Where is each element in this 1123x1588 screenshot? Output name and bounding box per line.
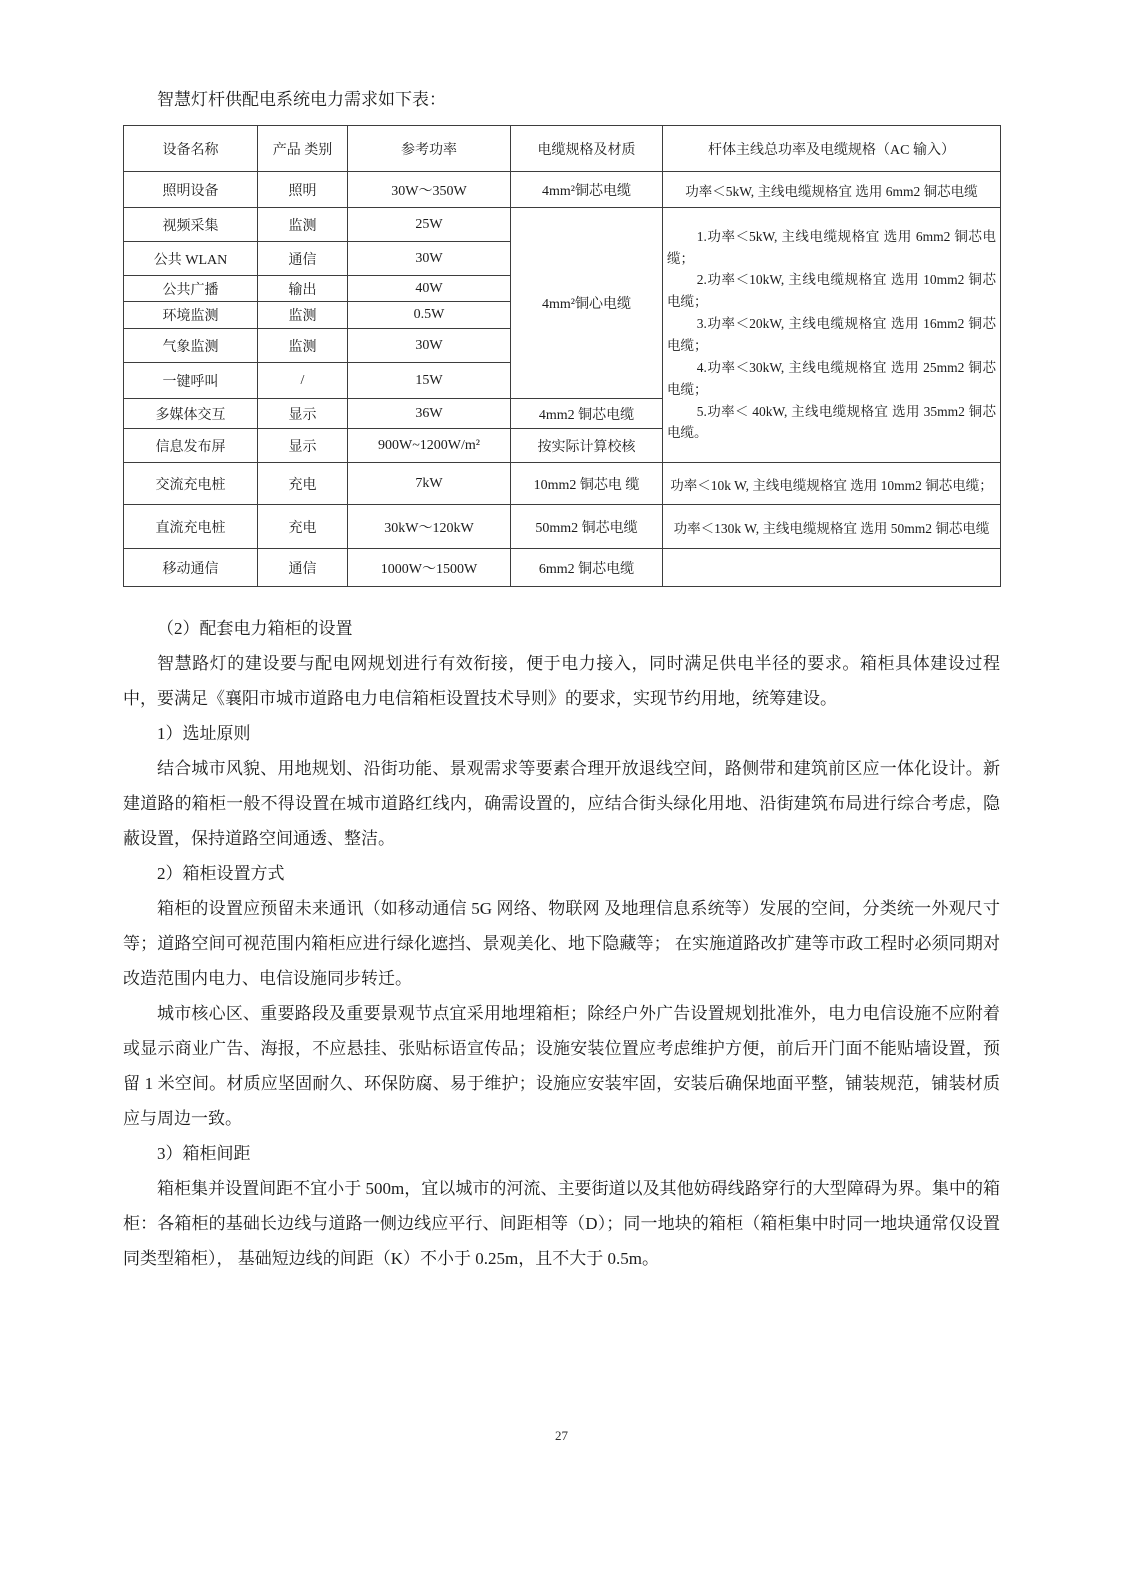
- section-heading: 2）箱柜设置方式: [157, 864, 285, 883]
- table-cell: 50mm2 铜芯电缆: [511, 505, 663, 549]
- table-cell: 监测: [258, 302, 348, 329]
- table-cell: 公共 WLAN: [124, 242, 258, 276]
- paragraph: 智慧路灯的建设要与配电网规划进行有效衔接，便于电力接入，同时满足供电半径的要求。箱柜具体建设过程中，要满足《襄阳市城市道路电力电信箱柜设置技术导则》的要求，实现节约用地，统筹建设。: [123, 654, 1000, 708]
- table-header-cell: 设备名称: [124, 126, 258, 172]
- table-cell: 按实际计算校核: [511, 429, 663, 463]
- main-spec-item: 1.功率＜5kW, 主线电缆规格宜 选用 6mm2 铜芯电缆；: [667, 228, 996, 266]
- table-cell: 环境监测: [124, 302, 258, 329]
- table-row: [124, 505, 1001, 549]
- table-cell: 0.5W: [348, 302, 511, 329]
- table-header-cell: 产品 类别: [258, 126, 348, 172]
- table-row: [124, 549, 1001, 587]
- table-header-cell: 电缆规格及材质: [511, 126, 663, 172]
- table-cell: 一键呼叫: [124, 363, 258, 399]
- table-cell: 充电: [258, 505, 348, 549]
- main-spec-item: 4.功率＜30kW, 主线电缆规格宜 选用 25mm2 铜芯电缆；: [667, 359, 996, 397]
- table-cell: 显示: [258, 429, 348, 463]
- table-cell: 多媒体交互: [124, 399, 258, 429]
- table-cell: 4mm²铜芯电缆: [511, 172, 663, 208]
- table-cell: 功率＜5kW, 主线电缆规格宜 选用 6mm2 铜芯电缆: [663, 172, 1001, 208]
- table-cell: 功率＜10k W, 主线电缆规格宜 选用 10mm2 铜芯电缆；: [663, 463, 1001, 505]
- document-body: [123, 611, 1000, 1276]
- table-cell: 信息发布屏: [124, 429, 258, 463]
- table-cell: 900W~1200W/m²: [348, 429, 511, 463]
- main-spec-item: 5.功率＜ 40kW, 主线电缆规格宜 选用 35mm2 铜芯电缆。: [667, 403, 996, 441]
- table-header-cell: 参考功率: [348, 126, 511, 172]
- table-cell: 30W～350W: [348, 172, 511, 208]
- table-cell: [663, 549, 1001, 587]
- table-row: [124, 172, 1001, 208]
- paragraph: 箱柜的设置应预留未来通讯（如移动通信 5G 网络、物联网 及地理信息系统等）发展的空间，分类统一外观尺寸等；道路空间可视范围内箱柜应进行绿化遮挡、景观美化、地下隐藏等； 在实施道路改扩建等市政工程时必须同期对改造范围内电力、电信设施同步转迁。: [123, 899, 1000, 988]
- table-cell: 充电: [258, 463, 348, 505]
- table-cell: 10mm2 铜芯电 缆: [511, 463, 663, 505]
- table-cell: /: [258, 363, 348, 399]
- table-cell: 交流充电桩: [124, 463, 258, 505]
- table-cell: 1000W～1500W: [348, 549, 511, 587]
- table-cell: 公共广播: [124, 276, 258, 302]
- table-cell: 36W: [348, 399, 511, 429]
- table-cell: 监测: [258, 329, 348, 363]
- table-cell: 40W: [348, 276, 511, 302]
- table-cell: 30W: [348, 329, 511, 363]
- table-cell: 通信: [258, 242, 348, 276]
- section-heading: （2）配套电力箱柜的设置: [157, 619, 353, 638]
- section-heading: 3）箱柜间距: [157, 1144, 251, 1163]
- main-spec-item: 3.功率＜20kW, 主线电缆规格宜 选用 16mm2 铜芯电缆；: [667, 316, 996, 353]
- table-cell-merged-main-specs: [663, 208, 1001, 463]
- table-row: [124, 463, 1001, 505]
- table-caption: 智慧灯杆供配电系统电力需求如下表：: [157, 90, 446, 109]
- table-cell: 监测: [258, 208, 348, 242]
- page-number: 27: [555, 1428, 568, 1443]
- power-demand-table: [123, 125, 1001, 587]
- table-cell: 15W: [348, 363, 511, 399]
- table-cell-merged-cable-spec: 4mm²铜心电缆: [511, 208, 663, 399]
- table-cell: 30W: [348, 242, 511, 276]
- table-cell: 6mm2 铜芯电缆: [511, 549, 663, 587]
- table-cell: 直流充电桩: [124, 505, 258, 549]
- table-cell: 移动通信: [124, 549, 258, 587]
- paragraph: 城市核心区、重要路段及重要景观节点宜采用地埋箱柜；除经户外广告设置规划批准外，电力电信设施不应附着或显示商业广告、海报，不应悬挂、张贴标语宣传品；设施安装位置应考虑维护方便，前后开门面不能贴墙设置，预留 1 米空间。材质应坚固耐久、环保防腐、易于维护；设施应安装牢固，安装后确保地面平整，铺装规范，铺装材质应与周边一致。: [123, 1004, 1000, 1128]
- table-row: [124, 208, 1001, 242]
- table-cell: 25W: [348, 208, 511, 242]
- table-cell: 气象监测: [124, 329, 258, 363]
- table-cell: 照明: [258, 172, 348, 208]
- table-cell: 显示: [258, 399, 348, 429]
- table-cell: 30kW～120kW: [348, 505, 511, 549]
- section-heading: 1）选址原则: [157, 724, 251, 743]
- table-cell: 输出: [258, 276, 348, 302]
- table-cell: 视频采集: [124, 208, 258, 242]
- table-cell: 照明设备: [124, 172, 258, 208]
- table-header-row: [124, 126, 1001, 172]
- table-cell: 通信: [258, 549, 348, 587]
- table-cell: 功率＜130k W, 主线电缆规格宜 选用 50mm2 铜芯电缆: [663, 505, 1001, 549]
- paragraph: 结合城市风貌、用地规划、沿街功能、景观需求等要素合理开放退线空间，路侧带和建筑前区应一体化设计。新建道路的箱柜一般不得设置在城市道路红线内，确需设置的，应结合街头绿化用地、沿街建筑布局进行综合考虑，隐蔽设置，保持道路空间通透、整洁。: [123, 759, 1000, 848]
- table-header-cell: 杆体主线总功率及电缆规格（AC 输入）: [663, 126, 1001, 172]
- paragraph: 箱柜集并设置间距不宜小于 500m，宜以城市的河流、主要街道以及其他妨碍线路穿行的大型障碍为界。集中的箱柜：各箱柜的基础长边线与道路一侧边线应平行、间距相等（D）；同一地块的箱柜（箱柜集中时同一地块通常仅设置同类型箱柜）， 基础短边线的间距（K）不小于 0.25m，且不大于 0.5m。: [123, 1179, 1000, 1268]
- table-cell: 7kW: [348, 463, 511, 505]
- main-spec-item: 2.功率＜10kW, 主线电缆规格宜 选用 10mm2 铜芯电缆；: [667, 272, 996, 310]
- table-cell: 4mm2 铜芯电缆: [511, 399, 663, 429]
